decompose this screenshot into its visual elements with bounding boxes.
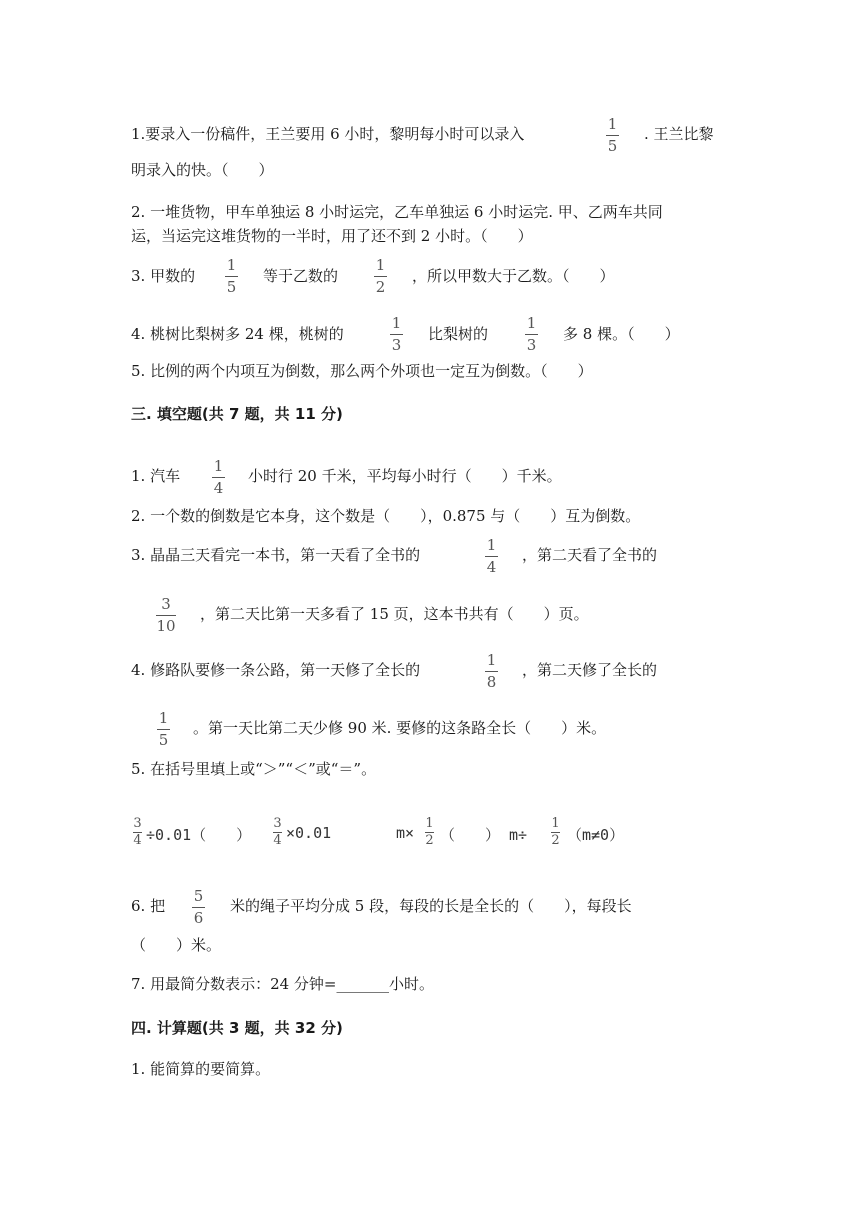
s3-q3-text-a: 3. 晶晶三天看完一本书，第一天看了全书的 (131, 546, 421, 564)
s3-q3-text-c: ，第二天比第一天多看了 15 页，这本书共有（ ）页。 (200, 605, 589, 623)
fraction-denominator: 4 (213, 479, 224, 497)
fraction-numerator: 1 (425, 816, 434, 831)
comparison-expr-5: （m≠0） (567, 826, 625, 844)
fraction-denominator: 10 (156, 617, 176, 635)
fraction-denominator: 5 (226, 278, 237, 296)
section4-heading: 四. 计算题(共 3 题，共 32 分) (131, 1019, 343, 1037)
fraction-1-4 (485, 537, 498, 576)
fraction-1-2 (374, 257, 387, 296)
fraction-denominator: 2 (375, 278, 386, 296)
fraction-denominator: 2 (551, 833, 560, 848)
s3-q3-text-b: ，第二天看了全书的 (522, 546, 658, 564)
s4-q1-text: 1. 能简算的要简算。 (131, 1060, 271, 1078)
q5-text: 5. 比例的两个内项互为倒数，那么两个外项也一定互为倒数。（ ） (131, 362, 593, 380)
fraction-numerator: 1 (526, 314, 537, 332)
fraction-denominator: 4 (486, 558, 497, 576)
fraction-numerator: 3 (161, 595, 171, 613)
fraction-numerator: 1 (551, 816, 560, 831)
fraction-numerator: 1 (158, 709, 169, 727)
s3-q6-text-b: 米的绳子平均分成 5 段，每段的长是全长的（ ），每段长 (230, 897, 632, 915)
fraction-1-2 (551, 817, 560, 848)
q1-text-b: . 王兰比黎 (644, 125, 714, 143)
comparison-expr-3: m× (396, 824, 415, 842)
fraction-3-4 (133, 817, 142, 848)
fraction-1-2 (425, 817, 434, 848)
s3-q2-text: 2. 一个数的倒数是它本身，这个数是（ ），0.875 与（ ）互为倒数。 (131, 507, 641, 525)
section3-heading: 三. 填空题(共 7 题，共 11 分) (131, 405, 343, 423)
fraction-1-4 (212, 458, 225, 497)
fraction-denominator: 4 (273, 833, 282, 848)
fraction-denominator: 4 (133, 833, 142, 848)
fraction-denominator: 2 (425, 833, 434, 848)
fraction-1-3 (390, 315, 403, 354)
fraction-numerator: 1 (391, 314, 402, 332)
q4-text-c: 多 8 棵。（ ） (563, 325, 680, 343)
fraction-denominator: 6 (193, 909, 204, 927)
q1-text-a: 1.要录入一份稿件，王兰要用 6 小时，黎明每小时可以录入 (131, 125, 525, 143)
fraction-1-5 (225, 257, 238, 296)
s3-q5-text: 5. 在括号里填上或“＞”“＜”或“＝”。 (131, 760, 377, 778)
fraction-numerator: 3 (133, 816, 142, 831)
fraction-denominator: 3 (391, 336, 402, 354)
s3-q6-text-c: （ ）米。 (131, 936, 222, 954)
q4-text-b: 比梨树的 (428, 325, 489, 343)
q2-text-b: 运，当运完这堆货物的一半时，用了还不到 2 小时。（ ） (131, 227, 533, 245)
s3-q6-text-a: 6. 把 (131, 897, 166, 915)
q1-text-c: 明录入的快。（ ） (131, 161, 274, 179)
s3-q4-text-b: ，第二天修了全长的 (522, 661, 658, 679)
q2-text-a: 2. 一堆货物，甲车单独运 8 小时运完，乙车单独运 6 小时运完. 甲、乙两车共同 (131, 203, 663, 221)
q3-text-c: ，所以甲数大于乙数。（ ） (412, 267, 615, 285)
fraction-denominator: 5 (607, 137, 618, 155)
fraction-denominator: 8 (486, 673, 497, 691)
fraction-numerator: 3 (273, 816, 282, 831)
fraction-denominator: 5 (158, 731, 169, 749)
q3-text-a: 3. 甲数的 (131, 267, 196, 285)
fraction-3-10 (156, 596, 176, 635)
s3-q4-text-a: 4. 修路队要修一条公路，第一天修了全长的 (131, 661, 421, 679)
comparison-expr-4: （ ） m÷ (440, 826, 528, 844)
fraction-numerator: 1 (607, 115, 618, 133)
fraction-1-5 (606, 116, 619, 155)
fraction-1-8 (485, 652, 498, 691)
fraction-numerator: 1 (226, 256, 237, 274)
s3-q1-text-b: 小时行 20 千米，平均每小时行（ ）千米。 (248, 467, 562, 485)
fraction-denominator: 3 (526, 336, 537, 354)
s3-q4-text-c: 。第一天比第二天少修 90 米. 要修的这条路全长（ ）米。 (193, 719, 607, 737)
fraction-3-4 (273, 817, 282, 848)
fraction-numerator: 5 (193, 887, 204, 905)
fraction-1-5 (157, 710, 170, 749)
comparison-expr-2: ×0.01 (286, 824, 332, 842)
fraction-numerator: 1 (213, 457, 224, 475)
s3-q7-text: 7. 用最简分数表示：24 分钟=_______小时。 (131, 975, 435, 993)
q3-text-b: 等于乙数的 (263, 267, 339, 285)
comparison-expr-1: ÷0.01（ ） (146, 826, 252, 844)
fraction-1-3 (525, 315, 538, 354)
fraction-numerator: 1 (486, 536, 497, 554)
q4-text-a: 4. 桃树比梨树多 24 棵，桃树的 (131, 325, 344, 343)
fraction-numerator: 1 (486, 651, 497, 669)
s3-q1-text-a: 1. 汽车 (131, 467, 181, 485)
fraction-numerator: 1 (375, 256, 386, 274)
fraction-5-6 (192, 888, 205, 927)
